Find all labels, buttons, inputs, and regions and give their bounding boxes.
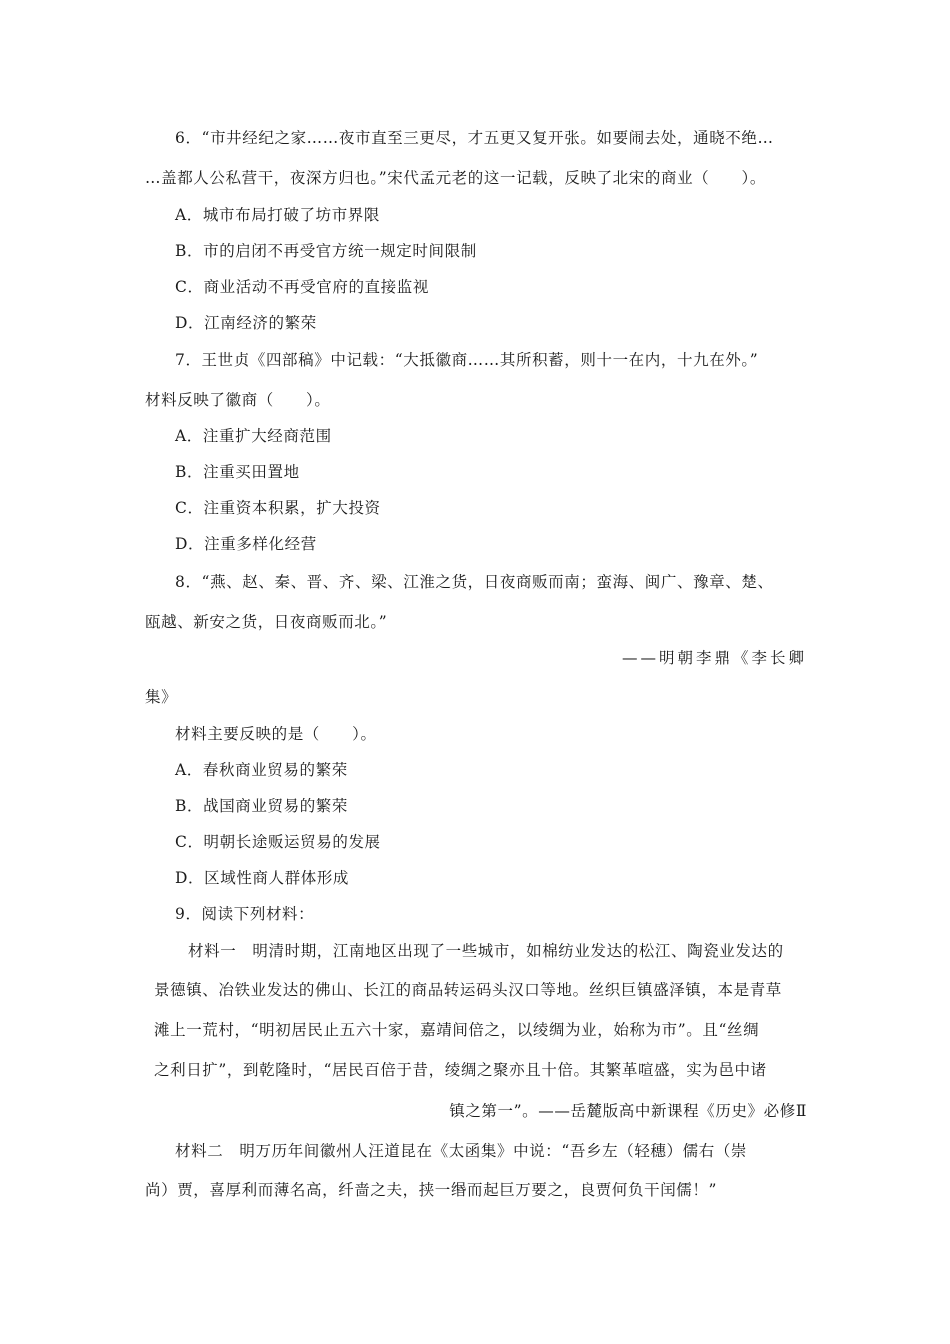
q8-stem-line1: 8．“燕、赵、秦、晋、齐、梁、江淮之货，日夜商贩而南；蛮海、闽广、豫章、楚、 bbox=[175, 573, 774, 591]
q7-option-a: A．注重扩大经商范围 bbox=[175, 427, 332, 445]
q8-option-b: B．战国商业贸易的繁荣 bbox=[175, 797, 348, 815]
q6-option-d: D．江南经济的繁荣 bbox=[175, 314, 317, 332]
q6-option-a: A．城市布局打破了坊市界限 bbox=[175, 206, 380, 224]
q7-option-d: D．注重多样化经营 bbox=[175, 535, 317, 553]
q8-stem-line2: 瓯越、新安之货，日夜商贩而北。” bbox=[145, 613, 388, 631]
q6-option-c: C．商业活动不再受官府的直接监视 bbox=[175, 278, 429, 296]
q7-option-c: C．注重资本积累，扩大投资 bbox=[175, 499, 381, 517]
q9-material2-line2: 尚）贾，喜厚利而薄名高，纤啬之夫，挟一缗而起巨万要之，良贾何负干闰儒！” bbox=[145, 1181, 718, 1199]
q7-stem-line1: 7．王世贞《四部稿》中记载：“大抵徽商……其所积蓄，则十一在内，十九在外。” bbox=[175, 351, 759, 369]
q9-stem: 9．阅读下列材料： bbox=[175, 905, 315, 923]
q8-option-a: A．春秋商业贸易的繁荣 bbox=[175, 761, 348, 779]
q8-source-line1: ——明朝李鼎《李长卿 bbox=[621, 649, 807, 667]
q7-option-b: B．注重买田置地 bbox=[175, 463, 300, 481]
q8-option-c: C．明朝长途贩运贸易的发展 bbox=[175, 833, 381, 851]
q9-material1-line4: 之利日扩”，到乾隆时，“居民百倍于昔，绫绸之聚亦且十倍。其繁革喧盛，实为邑中诸 bbox=[154, 1061, 767, 1079]
q9-material1-line3: 滩上一荒村，“明初居民止五六十家，嘉靖间倍之，以绫绸为业，始称为市”。且“丝绸 bbox=[154, 1021, 760, 1039]
q9-material1-line1: 材料一 明清时期，江南地区出现了一些城市，如棉纺业发达的松江、陶瓷业发达的 bbox=[188, 942, 784, 960]
q6-option-b: B．市的启闭不再受官方统一规定时间限制 bbox=[175, 242, 477, 260]
q7-stem-line2: 材料反映了徽商（ ）。 bbox=[145, 391, 331, 409]
q9-material1-source: 镇之第一”。——岳麓版高中新课程《历史》必修Ⅱ bbox=[449, 1102, 807, 1120]
q8-question: 材料主要反映的是（ ）。 bbox=[175, 725, 377, 743]
q9-material2-line1: 材料二 明万历年间徽州人汪道昆在《太函集》中说：“吾乡左（轻穗）儒右（崇 bbox=[175, 1142, 748, 1160]
q8-source-line2: 集》 bbox=[145, 688, 178, 706]
q8-option-d: D．区域性商人群体形成 bbox=[175, 869, 350, 887]
q6-stem-line2: …盖都人公私营干，夜深方归也。”宋代孟元老的这一记载，反映了北宋的商业（ ）。 bbox=[145, 169, 766, 187]
q6-stem-line1: 6．“市井经纪之家……夜市直至三更尽，才五更又复开张。如要闹去处，通晓不绝… bbox=[175, 129, 774, 147]
q9-material1-line2: 景德镇、冶铁业发达的佛山、长江的商品转运码头汉口等地。丝织巨镇盛泽镇，本是青草 bbox=[154, 981, 782, 999]
